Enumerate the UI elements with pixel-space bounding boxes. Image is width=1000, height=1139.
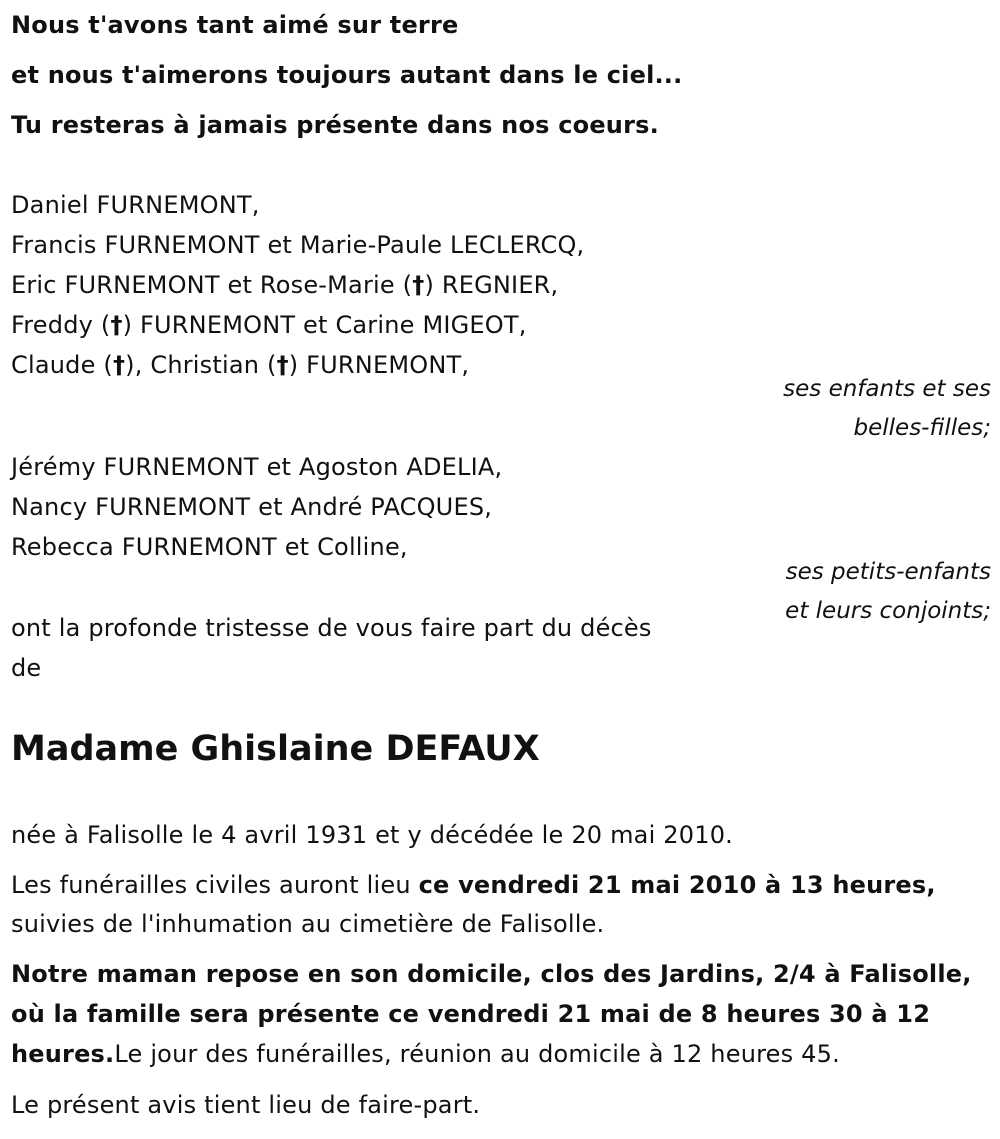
- reunion-text: Le jour des funérailles, réunion au domicile à 12 heures 45.: [114, 1040, 840, 1068]
- visitation-bold-end: heures.: [11, 1040, 115, 1068]
- child-line-3: [11, 265, 558, 305]
- child-name-rest: ) REGNIER,: [424, 271, 559, 299]
- grandchildren-role-line-2: et leurs conjoints;: [785, 598, 991, 624]
- child-name: Claude (: [11, 351, 113, 379]
- funeral-text: Les funérailles civiles auront lieu: [11, 871, 419, 899]
- epitaph-line-3: Tu resteras à jamais présente dans nos coeurs.: [11, 111, 659, 139]
- child-name: Daniel FURNEMONT,: [11, 191, 260, 219]
- grandchild-line-2: Nancy FURNEMONT et André PACQUES,: [11, 493, 493, 521]
- visitation-line-1: Notre maman repose en son domicile, clos des Jardins, 2/4 à Falisolle,: [11, 960, 972, 988]
- child-name: Eric FURNEMONT et Rose-Marie (: [11, 271, 413, 299]
- child-line-5: [11, 345, 469, 385]
- child-name-middle: ), Christian (: [125, 351, 277, 379]
- grandchild-line-3: Rebecca FURNEMONT et Colline,: [11, 533, 408, 561]
- child-line-1: [11, 185, 260, 225]
- dagger-icon: †: [110, 311, 123, 339]
- funeral-date: ce vendredi 21 mai 2010 à 13 heures,: [418, 871, 936, 899]
- visitation-line-2: où la famille sera présente ce vendredi 21 mai de 8 heures 30 à 12: [11, 1000, 931, 1028]
- child-name: Freddy (: [11, 311, 111, 339]
- child-name: Francis FURNEMONT et Marie-Paule LECLERCQ,: [11, 231, 585, 259]
- dagger-icon: †: [112, 351, 126, 379]
- child-line-4: [11, 305, 527, 345]
- children-role-line-2: belles-filles;: [853, 415, 991, 441]
- funeral-line-1: [11, 865, 936, 905]
- child-name-rest: ) FURNEMONT et Carine MIGEOT,: [122, 311, 527, 339]
- child-name-rest: ) FURNEMONT,: [288, 351, 470, 379]
- visitation-line-3: [11, 1034, 840, 1074]
- epitaph-line-1: Nous t'avons tant aimé sur terre: [11, 11, 459, 39]
- dagger-icon: †: [276, 351, 289, 379]
- child-line-2: [11, 225, 584, 265]
- dagger-icon: †: [412, 271, 425, 299]
- grandchild-line-1: Jérémy FURNEMONT et Agoston ADELIA,: [11, 453, 503, 481]
- epitaph-line-2: et nous t'aimerons toujours autant dans le ciel...: [11, 61, 683, 89]
- birth-death-line: née à Falisolle le 4 avril 1931 et y décédée le 20 mai 2010.: [11, 821, 733, 849]
- announcement-line-1: ont la profonde tristesse de vous faire part du décès: [11, 614, 652, 642]
- children-role-line-1: ses enfants et ses: [783, 376, 991, 402]
- grandchildren-role-line-1: ses petits-enfants: [785, 559, 991, 585]
- closing-line: Le présent avis tient lieu de faire-part.: [11, 1091, 481, 1119]
- announcement-line-2: de: [11, 654, 42, 682]
- funeral-line-2: suivies de l'inhumation au cimetière de Falisolle.: [11, 910, 605, 938]
- deceased-name: Madame Ghislaine DEFAUX: [11, 729, 540, 769]
